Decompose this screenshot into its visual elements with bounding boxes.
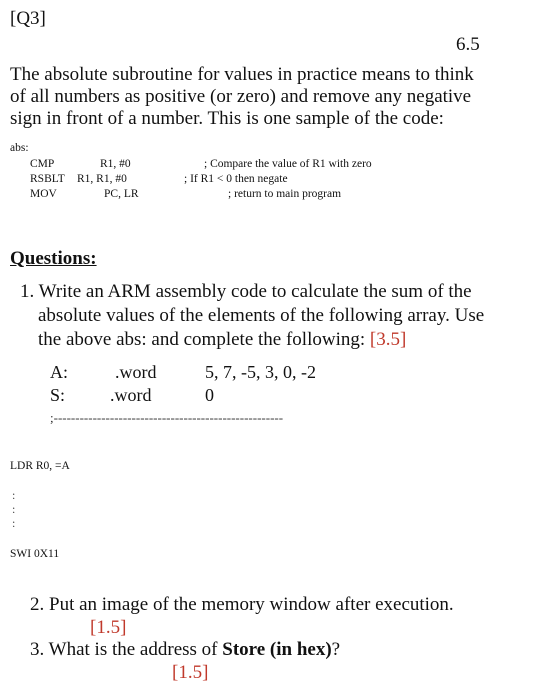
q3-text-prefix: 3. What is the address of	[30, 639, 223, 660]
data-directive-s: .word	[110, 385, 152, 405]
ellipsis-dot-2: :	[12, 502, 16, 516]
code-ldr: LDR R0, =A	[10, 460, 70, 472]
q1-line-3	[38, 329, 406, 351]
abs-label: abs:	[10, 142, 29, 154]
q1-line-3-text: the above abs: and complete the following:	[38, 329, 366, 350]
ellipsis-dot-3: :	[12, 516, 16, 530]
code-op-mov: MOV	[30, 188, 57, 200]
q3-points: [1.5]	[172, 662, 209, 683]
intro-line-1: The absolute subroutine for values in practice means to think	[10, 64, 474, 85]
q2-text: 2. Put an image of the memory window after execution.	[30, 594, 454, 615]
code-comment-cmp: ; Compare the value of R1 with zero	[204, 158, 372, 170]
data-label-a: A:	[50, 362, 68, 382]
q3-text-bold: Store (in hex)	[222, 639, 332, 660]
code-op-cmp: CMP	[30, 158, 55, 170]
ellipsis-dot-1: :	[12, 488, 16, 502]
data-values-s: 0	[205, 385, 214, 405]
q3-text	[30, 639, 340, 661]
code-op-rsblt: RSBLT	[30, 173, 65, 185]
q3-text-suffix: ?	[331, 639, 341, 660]
data-values-a: 5, 7, -5, 3, 0, -2	[205, 362, 316, 382]
data-label-s: S:	[50, 385, 66, 405]
intro-line-2: of all numbers as positive (or zero) and remove any negative	[10, 86, 472, 107]
code-args-cmp: R1, #0	[100, 158, 131, 170]
q1-points: [3.5]	[369, 329, 407, 350]
question-score: 6.5	[456, 34, 480, 55]
q1-line-2: absolute values of the elements of the following array. Use	[38, 305, 485, 326]
code-comment-rsblt: ; If R1 < 0 then negate	[184, 173, 288, 185]
q1-line-1: 1. Write an ARM assembly code to calculate the sum of the	[20, 281, 472, 302]
code-comment-mov: ; return to main program	[228, 188, 342, 200]
code-swi: SWI 0X11	[10, 548, 60, 560]
questions-heading: Questions:	[10, 248, 97, 269]
separator-line: ;-----------------------------------------------------	[50, 410, 284, 425]
code-args-rsblt: R1, R1, #0	[77, 173, 127, 185]
data-directive-a: .word	[115, 362, 157, 382]
question-label: [Q3]	[10, 8, 46, 29]
code-args-mov: PC, LR	[104, 188, 139, 200]
intro-line-3: sign in front of a number. This is one sample of the code:	[10, 108, 444, 129]
q2-points: [1.5]	[90, 617, 127, 638]
